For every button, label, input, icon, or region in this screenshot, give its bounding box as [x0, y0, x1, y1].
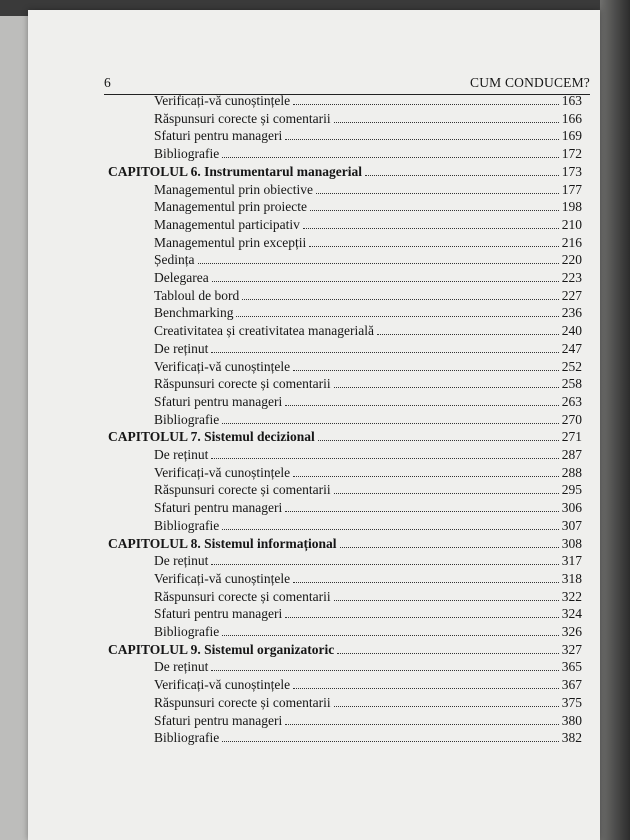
toc-entry-page: 263: [561, 393, 582, 409]
toc-entry-page: 163: [561, 93, 582, 108]
toc-entry: [154, 375, 582, 393]
toc-entry-label: Sfaturi pentru manageri: [154, 712, 283, 728]
toc-entry-page: 380: [561, 712, 582, 728]
toc-leader-dots: [222, 517, 559, 530]
toc-leader-dots: [222, 145, 559, 158]
toc-entry-page: 258: [561, 376, 582, 392]
toc-chapter-entry: [108, 535, 582, 553]
toc-entry: [154, 411, 582, 429]
toc-entry-label: Tabloul de bord: [154, 287, 240, 303]
toc-leader-dots: [334, 481, 559, 494]
toc-leader-dots: [293, 570, 559, 583]
toc-entry: [154, 358, 582, 376]
toc-entry: [154, 481, 582, 499]
toc-leader-dots: [303, 216, 559, 229]
toc-entry: [154, 712, 582, 730]
toc-entry-label: Managementul prin proiecte: [154, 199, 307, 215]
toc-entry-page: 227: [561, 287, 582, 303]
toc-entry: [154, 304, 582, 322]
running-title: CUM CONDUCEM?: [470, 75, 590, 90]
toc-entry-page: 307: [561, 517, 582, 533]
toc-entry: [154, 340, 582, 358]
toc-entry-label: Ședința: [154, 252, 195, 268]
toc-entry-page: 322: [561, 588, 582, 604]
toc-entry-page: 220: [561, 252, 582, 268]
toc-entry: [154, 552, 582, 570]
toc-entry: [154, 464, 582, 482]
toc-entry-page: 382: [561, 730, 582, 746]
toc-leader-dots: [285, 605, 559, 618]
toc-entry-label: Bibliografie: [154, 730, 220, 746]
toc-entry-page: 216: [561, 234, 582, 250]
toc-entry-page: 252: [561, 358, 582, 374]
toc-leader-dots: [365, 163, 559, 176]
background-edge-right: [600, 0, 630, 840]
toc-leader-dots: [334, 694, 559, 707]
toc-leader-dots: [293, 464, 559, 477]
toc-entry-label: Verificați-vă cunoștințele: [154, 570, 291, 586]
toc-entry: [154, 322, 582, 340]
toc-leader-dots: [222, 411, 559, 424]
toc-entry-label: Verificați-vă cunoștințele: [154, 677, 291, 693]
toc-leader-dots: [236, 304, 558, 317]
toc-entry-page: 240: [561, 323, 582, 339]
toc-entry-page: 288: [561, 464, 582, 480]
toc-entry: [154, 251, 582, 269]
toc-leader-dots: [285, 499, 559, 512]
toc-entry-label: Răspunsuri corecte și comentarii: [154, 482, 331, 498]
toc-leader-dots: [212, 269, 559, 282]
toc-entry-label: Sfaturi pentru manageri: [154, 500, 283, 516]
toc-entry-label: Verificați-vă cunoștințele: [154, 464, 291, 480]
toc-entry-label: Bibliografie: [154, 517, 220, 533]
toc-leader-dots: [293, 92, 559, 105]
toc-leader-dots: [334, 110, 559, 123]
toc-entry-page: 327: [561, 641, 582, 657]
toc-entry-page: 172: [561, 146, 582, 162]
toc-entry: [154, 393, 582, 411]
toc-entry-page: 166: [561, 110, 582, 126]
toc-entry-label: Bibliografie: [154, 146, 220, 162]
toc-leader-dots: [310, 198, 559, 211]
toc-entry-label: Verificați-vă cunoștințele: [154, 358, 291, 374]
toc-entry-label: De reținut: [154, 447, 209, 462]
toc-leader-dots: [211, 658, 558, 671]
toc-entry-label: De reținut: [154, 553, 209, 569]
toc-entry: [154, 198, 582, 216]
toc-entry: [154, 145, 582, 163]
toc-entry: [154, 658, 582, 676]
toc-entry-page: 365: [561, 659, 582, 675]
toc-leader-dots: [285, 393, 559, 406]
toc-entry: [154, 605, 582, 623]
toc-entry-page: 223: [561, 270, 582, 285]
toc-entry-page: 308: [561, 535, 582, 551]
toc-entry-label: Răspunsuri corecte și comentarii: [154, 694, 331, 710]
toc-entry-label: Răspunsuri corecte și comentarii: [154, 110, 331, 126]
toc-entry: [154, 570, 582, 588]
toc-leader-dots: [318, 428, 559, 441]
toc-entry-page: 270: [561, 411, 582, 427]
toc-entry-label: De reținut: [154, 340, 209, 356]
toc-entry-page: 287: [561, 447, 582, 462]
toc-entry-label: Sfaturi pentru manageri: [154, 128, 283, 144]
toc-leader-dots: [293, 358, 559, 371]
toc-leader-dots: [309, 234, 559, 247]
toc-leader-dots: [340, 535, 559, 548]
toc-entry-label: CAPITOLUL 8. Sistemul informațional: [108, 535, 337, 551]
toc-entry-label: Managementul prin excepții: [154, 234, 307, 250]
toc-entry: [154, 694, 582, 712]
toc-leader-dots: [198, 251, 559, 264]
toc-entry-label: CAPITOLUL 7. Sistemul decizional: [108, 429, 315, 445]
toc-leader-dots: [337, 641, 558, 654]
toc-entry-label: Răspunsuri corecte și comentarii: [154, 588, 331, 604]
toc-entry-page: 326: [561, 624, 582, 639]
toc-chapter-entry: [108, 163, 582, 181]
toc-leader-dots: [334, 588, 559, 601]
toc-entry-page: 177: [561, 181, 582, 197]
toc-leader-dots: [222, 729, 559, 742]
toc-entry-label: Managementul participativ: [154, 216, 300, 232]
toc-entry-page: 318: [561, 570, 582, 586]
toc-chapter-entry: [108, 641, 582, 659]
toc-entry: [154, 676, 582, 694]
toc-leader-dots: [334, 375, 559, 388]
toc-entry: [154, 287, 582, 305]
toc-leader-dots: [211, 552, 558, 565]
toc-entry-page: 324: [561, 606, 582, 622]
toc-entry: [154, 623, 582, 641]
toc-entry-label: Managementul prin obiective: [154, 181, 313, 197]
toc-entry-label: Delegarea: [154, 270, 209, 285]
page-number: 6: [104, 75, 111, 90]
toc-entry-label: Sfaturi pentru manageri: [154, 606, 283, 622]
toc-leader-dots: [293, 676, 559, 689]
toc-leader-dots: [222, 623, 559, 636]
toc-entry-page: 173: [561, 163, 582, 179]
toc-entry: [154, 234, 582, 252]
toc-entry: [154, 92, 582, 110]
toc-leader-dots: [285, 127, 559, 140]
toc-entry: [154, 127, 582, 145]
toc-chapter-entry: [108, 428, 582, 446]
toc-entry-label: CAPITOLUL 9. Sistemul organizatoric: [108, 641, 335, 657]
toc-entry-label: De reținut: [154, 659, 209, 675]
toc-entry-page: 198: [561, 199, 582, 215]
toc-entry-page: 210: [561, 216, 582, 232]
toc-entry: [154, 269, 582, 287]
toc-entry: [154, 729, 582, 747]
toc-leader-dots: [377, 322, 559, 335]
toc-entry: [154, 499, 582, 517]
toc-entry-page: 367: [561, 677, 582, 693]
toc-entry-label: Răspunsuri corecte și comentarii: [154, 376, 331, 392]
toc-entry: [154, 446, 582, 464]
toc-leader-dots: [211, 340, 558, 353]
toc-entry-label: Benchmarking: [154, 305, 234, 321]
toc-entry-page: 375: [561, 694, 582, 710]
toc-entry-page: 169: [561, 128, 582, 144]
toc-leader-dots: [242, 287, 558, 300]
toc-entry-label: CAPITOLUL 6. Instrumentarul managerial: [108, 163, 363, 179]
toc-entry-page: 317: [561, 553, 582, 569]
toc-entry-page: 247: [561, 340, 582, 356]
toc-leader-dots: [211, 446, 558, 459]
toc-entry-label: Bibliografie: [154, 624, 220, 639]
toc-entry-label: Sfaturi pentru manageri: [154, 393, 283, 409]
toc-entry: [154, 517, 582, 535]
toc-entry-page: 306: [561, 500, 582, 516]
toc-entry: [154, 110, 582, 128]
toc-entry: [154, 588, 582, 606]
toc-entry-page: 236: [561, 305, 582, 321]
toc-entry-label: Verificați-vă cunoștințele: [154, 93, 291, 108]
toc-entry-page: 295: [561, 482, 582, 498]
toc-entry-label: Creativitatea și creativitatea managerială: [154, 323, 375, 339]
toc-entry: [154, 181, 582, 199]
toc-leader-dots: [285, 712, 559, 725]
toc-entry-page: 271: [561, 429, 582, 445]
toc-leader-dots: [316, 181, 559, 194]
toc-entry: [154, 216, 582, 234]
toc-entry-label: Bibliografie: [154, 411, 220, 427]
